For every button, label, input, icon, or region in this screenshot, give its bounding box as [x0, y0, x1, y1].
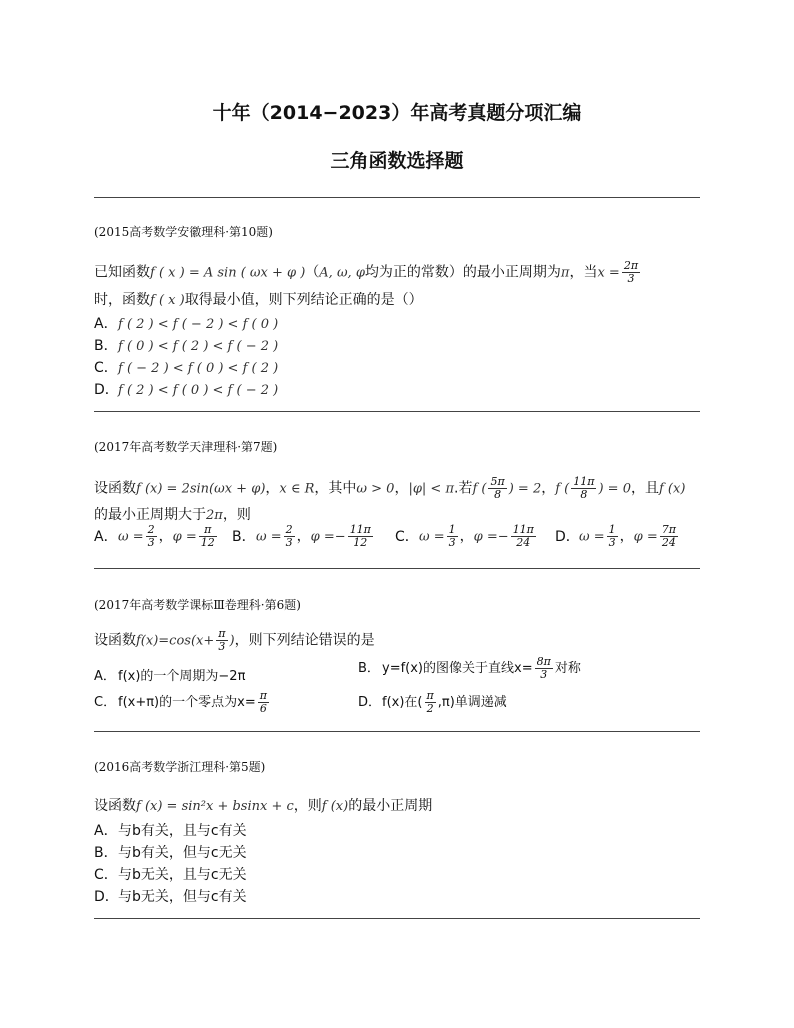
q1-formula: π — [560, 265, 570, 281]
q2-text: ， — [394, 480, 409, 497]
q2-text: ，且 — [630, 480, 659, 497]
q1-formula: f ( x ) = A sin ( ωx + φ ) — [150, 265, 306, 281]
q4-option-b[interactable]: B．与b有关，但与c无关 — [94, 845, 247, 861]
q2-text: .若 — [454, 480, 473, 497]
q1-text: （ — [305, 264, 320, 281]
q2-text: 设函数 — [94, 480, 136, 497]
q3-text: ，则下列结论错误的是 — [234, 632, 375, 649]
q1-text: 已知函数 — [94, 264, 150, 281]
q1-fraction: $\frac{2\pi}{3}$ — [623, 259, 639, 286]
q2-text: 的最小正周期大于 — [94, 507, 206, 523]
q4-source: (2016高考数学浙江理科·第5题) — [94, 760, 266, 774]
q1-formula: f ( x ) — [150, 293, 185, 308]
q2-formula: x ∈ R — [279, 481, 315, 497]
q2-formula: ω > 0 — [356, 481, 395, 497]
divider — [94, 731, 700, 732]
q2-formula: f (x) — [658, 481, 686, 497]
q2-option-c[interactable]: C．ω = $\frac{1}{3}$ ，φ =− $\frac{11\pi}{24}$ — [395, 523, 534, 550]
q1-text: ，当 — [569, 264, 598, 281]
q2-fraction: $\frac{11\pi}{8}$ — [573, 475, 595, 502]
q3-stem — [94, 628, 375, 653]
q1-formula: x = — [597, 265, 620, 281]
q3-option-d[interactable]: D．f(x)在( $\frac{\pi}{2}$ ,π)单调递减 — [358, 689, 507, 716]
q2-formula: f ( — [472, 481, 487, 497]
q3-option-b[interactable]: B． y=f(x)的图像关于直线x= $\frac{8\pi}{3}$ 对称 — [358, 655, 581, 682]
divider — [94, 411, 700, 412]
q2-formula: f ( — [555, 481, 570, 497]
q3-option-a[interactable]: A． f(x)的一个周期为−2π — [94, 669, 246, 684]
q1-option-d[interactable]: D．f ( 2 ) < f ( 0 ) < f ( − 2 ) — [94, 382, 279, 398]
q4-option-c[interactable]: C．与b无关，且与c无关 — [94, 867, 247, 883]
divider — [94, 568, 700, 569]
q2-formula: f (x) = 2sin(ωx + φ) — [136, 481, 266, 497]
q1-option-c[interactable]: C．f ( − 2 ) < f ( 0 ) < f ( 2 ) — [94, 360, 279, 376]
q2-option-b[interactable]: B．ω = $\frac{2}{3}$ ，φ =− $\frac{11\pi}{12}$ — [232, 523, 371, 550]
q3-option-c[interactable]: C． f(x+π)的一个零点为x= $\frac{\pi}{6}$ — [94, 689, 267, 716]
q4-formula: f (x) = sin²x + bsinx + c — [136, 799, 294, 814]
q4-formula: f (x) — [321, 799, 349, 814]
q1-text: 取得最小值，则下列结论正确的是（） — [184, 292, 423, 308]
q3-source: (2017年高考数学课标Ⅲ卷理科·第6题) — [94, 598, 301, 612]
divider — [94, 918, 700, 919]
q2-fraction: $\frac{5\pi}{8}$ — [490, 475, 505, 502]
q2-text: ， — [541, 480, 556, 497]
q1-option-a[interactable]: A．f ( 2 ) < f ( − 2 ) < f ( 0 ) — [94, 316, 279, 332]
q3-fraction: $\frac{\pi}{3}$ — [218, 627, 226, 654]
q4-stem — [94, 795, 432, 815]
q2-stem-line2 — [94, 504, 251, 524]
q3-formula: ) — [229, 633, 235, 649]
q2-text: ，则 — [222, 507, 251, 523]
q2-source: (2017年高考数学天津理科·第7题) — [94, 440, 278, 454]
q4-text: 的最小正周期 — [348, 798, 433, 814]
q2-text: ， — [265, 480, 280, 497]
q1-text: 时，函数 — [94, 292, 150, 308]
q3-text: 设函数 — [94, 632, 136, 649]
q1-stem-line2 — [94, 289, 423, 309]
q2-option-d[interactable]: D．ω = $\frac{1}{3}$ ，φ = $\frac{7\pi}{24}$ — [555, 523, 677, 550]
q1-source: (2015高考数学安徽理科·第10题) — [94, 225, 273, 239]
q4-option-a[interactable]: A．与b有关，且与c有关 — [94, 823, 247, 839]
q3-formula: f(x)=cos(x+ — [136, 633, 215, 649]
q4-text: ，则 — [293, 798, 322, 814]
document-title: 十年（2014−2023）年高考真题分项汇编 — [212, 102, 582, 124]
q2-stem-line1 — [94, 476, 685, 501]
document-subtitle: 三角函数选择题 — [330, 150, 464, 172]
divider — [94, 197, 700, 198]
q2-formula: ) = 2 — [508, 481, 542, 497]
q1-text: 均为正的常数）的最小正周期为 — [364, 264, 561, 281]
q2-formula: ) = 0 — [598, 481, 631, 497]
q2-formula: |φ| < π — [408, 481, 455, 497]
q4-option-d[interactable]: D．与b无关，但与c有关 — [94, 889, 247, 905]
q2-formula: 2π — [206, 508, 223, 523]
q2-option-a[interactable]: A．ω = $\frac{2}{3}$ ，φ = $\frac{\pi}{12}$ — [94, 523, 215, 550]
q4-text: 设函数 — [94, 798, 136, 814]
q1-formula: A, ω, φ — [319, 265, 365, 281]
q1-option-b[interactable]: B．f ( 0 ) < f ( 2 ) < f ( − 2 ) — [94, 338, 279, 354]
q2-text: ，其中 — [314, 480, 357, 497]
q1-stem-line1 — [94, 260, 642, 285]
